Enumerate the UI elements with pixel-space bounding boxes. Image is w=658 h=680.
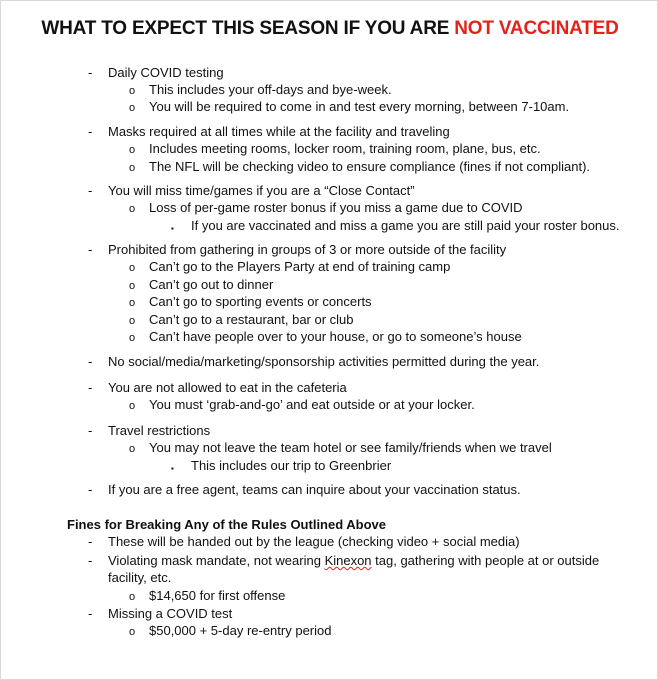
title-highlight: NOT VACCINATED	[454, 18, 619, 39]
circle-bullet: o	[129, 144, 136, 156]
social-heading: No social/media/marketing/sponsorship activities permitted during the year.	[108, 354, 540, 369]
gathering-item-4: Can’t go to a restaurant, bar or club	[149, 312, 354, 327]
masks-heading: Masks required at all times while at the facility and traveling	[108, 124, 450, 139]
circle-bullet: o	[129, 262, 136, 274]
circle-bullet: o	[129, 591, 136, 603]
circle-bullet: o	[129, 332, 136, 344]
dash-bullet: -	[88, 242, 93, 257]
masks-item-1: Includes meeting rooms, locker room, training room, plane, bus, etc.	[149, 141, 541, 156]
cafeteria-heading: You are not allowed to eat in the cafeteria	[108, 380, 347, 395]
dash-bullet: -	[88, 534, 93, 549]
testing-heading: Daily COVID testing	[108, 65, 224, 80]
circle-bullet: o	[129, 443, 136, 455]
circle-bullet: o	[129, 102, 136, 114]
dash-bullet: -	[88, 482, 93, 497]
fines-heading: Fines for Breaking Any of the Rules Outlined Above	[67, 517, 387, 532]
travel-item: You may not leave the team hotel or see family/friends when we travel	[149, 440, 552, 455]
circle-bullet: o	[129, 203, 136, 215]
circle-bullet: o	[129, 626, 136, 638]
spellcheck-word: Kinexon	[324, 553, 372, 568]
circle-bullet: o	[129, 297, 136, 309]
circle-bullet: o	[129, 400, 136, 412]
circle-bullet: o	[129, 280, 136, 292]
title-text: WHAT TO EXPECT THIS SEASON IF YOU ARE	[41, 18, 455, 39]
fines-test-fine: $50,000 + 5-day re-entry period	[149, 623, 332, 638]
gathering-item-5: Can’t have people over to your house, or go to someone’s house	[149, 329, 522, 344]
dash-bullet: -	[88, 606, 93, 621]
fines-mask-fine: $14,650 for first offense	[149, 588, 286, 603]
dash-bullet: -	[88, 380, 93, 395]
close-contact-heading: You will miss time/games if you are a “Close Contact”	[108, 183, 415, 198]
dash-bullet: -	[88, 354, 93, 369]
travel-heading: Travel restrictions	[108, 423, 211, 438]
square-bullet: ▪	[171, 464, 174, 473]
circle-bullet: o	[129, 315, 136, 327]
dash-bullet: -	[88, 65, 93, 80]
fines-mask-text-pre: Violating mask mandate, not wearing	[108, 553, 325, 568]
fines-mask-line-2: facility, etc.	[108, 570, 172, 585]
circle-bullet: o	[129, 85, 136, 97]
dash-bullet: -	[88, 553, 93, 568]
cafeteria-item: You must ‘grab-and-go’ and eat outside or at your locker.	[149, 397, 475, 412]
testing-item-1: This includes your off-days and bye-week.	[149, 82, 392, 97]
fines-test-heading: Missing a COVID test	[108, 606, 233, 621]
square-bullet: ▪	[171, 224, 174, 233]
travel-subitem: This includes our trip to Greenbrier	[191, 458, 392, 473]
fines-league: These will be handed out by the league (checking video + social media)	[108, 534, 520, 549]
circle-bullet: o	[129, 162, 136, 174]
fines-mask-text-post: tag, gathering with people at or outside	[371, 553, 600, 568]
dash-bullet: -	[88, 124, 93, 139]
fines-mask-line-1	[108, 553, 599, 569]
close-contact-item: Loss of per-game roster bonus if you miss a game due to COVID	[149, 200, 523, 215]
free-agent-heading: If you are a free agent, teams can inquire about your vaccination status.	[108, 482, 521, 497]
gathering-item-3: Can’t go to sporting events or concerts	[149, 294, 372, 309]
dash-bullet: -	[88, 423, 93, 438]
testing-item-2: You will be required to come in and test every morning, between 7-10am.	[149, 99, 570, 114]
masks-item-2: The NFL will be checking video to ensure compliance (fines if not compliant).	[149, 159, 591, 174]
gathering-item-2: Can’t go out to dinner	[149, 277, 274, 292]
dash-bullet: -	[88, 183, 93, 198]
page-title	[1, 18, 658, 40]
gathering-item-1: Can’t go to the Players Party at end of training camp	[149, 259, 451, 274]
gathering-heading: Prohibited from gathering in groups of 3 or more outside of the facility	[108, 242, 507, 257]
close-contact-subitem: If you are vaccinated and miss a game you are still paid your roster bonus.	[191, 218, 620, 233]
